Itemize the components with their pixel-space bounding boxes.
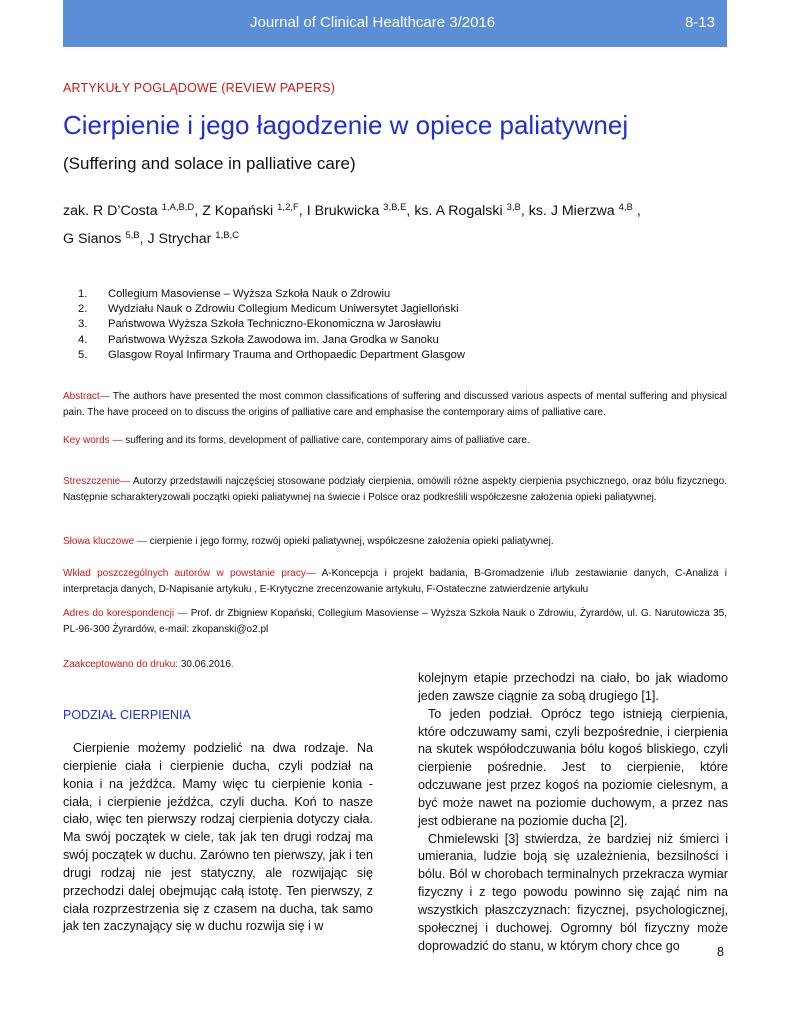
body-paragraph: Chmielewski [3] stwierdza, że bardziej niż śmierci i umierania, ludzie boją się uzależnienia, bezsilności i bólu. Ból w chorobach terminalnych przekracza wymiar fizyczny i z tego powodu powinno się zająć nim na wszystkich płaszczyznach: fizycznej, psychologicznej, społecznej i duchowej. Ogromny ból fizyczny może doprowadzić do stanu, w którym chory chce go [418,831,728,953]
author-list [63,197,727,253]
streszczenie-text: Autorzy przedstawili najczęściej stosowane podziały cierpienia, omówili różne aspekty cierpienia psychicznego, oraz bólu fizycznego. Następnie scharakteryzowali początki opieki paliatywnej na świecie i Polsce oraz podkreślili współczesne założenia opieki paliatywnej. [63,476,727,503]
author-line-1 [63,197,727,225]
author-line-2 [63,225,727,253]
author: ks. A Rogalski $^{3,B}$, [414,202,529,219]
correspondence-label: Adres do korespondencji — [63,608,188,619]
slowa-kluczowe-text: cierpienie i jego formy, rozwój opieki paliatywnej, współczesne założenia opieki paliatywnej. [146,536,554,547]
keywords-text: suffering and its forms, development of palliative care, contemporary aims of palliative care. [122,435,530,446]
keywords-label: Key words — [63,435,123,446]
author-contribution [63,566,727,598]
body-paragraph: To jeden podział. Oprócz tego istnieją cierpienia, które odczuwamy sami, czyli bezpośrednie, i cierpienia na skutek współodczuwania bólu kogoś bliskiego, czyli cierpienie pośrednie. Jest to cierpienie, które odczuwane jest przez kogoś na poziomie cielesnym, a być może nawet na poziomie duchowym, a przez nas jest odbierane na poziomie ducha [2]. [418,706,728,828]
accepted-dot: . [230,659,234,670]
affiliation-item: 3. Państwowa Wyższa Szkoła Techniczno-Ekonomiczna w Jarosławiu [78,318,441,331]
abstract-text: The authors have presented the most common classifications of suffering and discussed various aspects of mental suffering and physical pain. The have proceed on to discuss the origins of palliative care and emphasise the contemporary aims of palliative care. [63,391,727,418]
streszczenie [63,474,727,506]
page-range: 8-13 [684,14,715,31]
page-number: 8 [717,945,725,959]
affiliation-list [78,287,718,363]
accepted-date: 30.06.2016 [178,659,231,670]
affiliation-item: 2. Wydziału Nauk o Zdrowiu Collegium Medicum Uniwersytet Jagielloński [78,303,459,316]
streszczenie-label: Streszczenie— [63,476,131,487]
affiliation-item: 4. Państwowa Wyższa Szkoła Zawodowa im. Jana Grodka w Sanoku [78,333,439,346]
keywords [63,433,727,449]
author: zak. R D’Costa $^{1,A,B,D}$, [63,202,203,219]
abstract [63,389,727,421]
author: J Strychar $^{1,B,C}$ [147,230,240,247]
affiliation-item: 1. Collegium Masoviense – Wyższa Szkoła Nauk o Zdrowiu [78,288,391,300]
author: Z Kopański $^{1,2,F}$, [202,202,307,219]
author: G Sianos $^{5,B}$, [63,230,148,247]
article-category: ARTYKUŁY POGLĄDOWE (REVIEW PAPERS) [63,81,336,95]
author: ks. J Mierzwa $^{4,B}$ , [528,202,641,219]
correspondence-text: Prof. dr Zbigniew Kopański, Collegium Masoviense – Wyższa Szkoła Nauk o Zdrowiu, Żyrardów, ul. G. Narutowicza 35, PL-96-300 Żyrardów, e-mail: zkopanski@o2.pl [63,608,727,635]
article-subtitle: (Suffering and solace in palliative care) [63,154,356,173]
accepted-label: Zaakceptowano do druku: [63,659,179,670]
abstract-label: Abstract— [63,391,110,402]
author-contribution-label: Wkład poszczególnych autorów w powstanie pracy— [63,568,316,579]
body-paragraph: Cierpienie możemy podzielić na dwa rodzaje. Na cierpienie ciała i cierpienie ducha, czyli podział na konia i na jeźdźca. Mamy więc tu cierpienie konia - ciała, i cierpienie jeźdźca, czyli ducha. Koń to nasze ciało, więc ten pierwszy rodzaj cierpienia dotyczy ciała. Ma swój początek w ciele, tak jak ten drugi rodzaj ma swój początek w duchu. Zarówno ten pierwszy, jak i ten drugi rodzaj nie jest statyczny, ale rozwijając się przechodzi dalej obejmując całą istotę. Ten pierwszy, z ciała rozprzestrzenia się z czasem na ducha, tak samo jak ten zaczynający się w duchu rozwija się i w [63,741,373,934]
journal-title: Journal of Clinical Healthcare 3/2016 [250,14,496,31]
correspondence [63,606,727,638]
article-title: Cierpienie i jego łagodzenie w opiece paliatywnej [63,110,629,140]
affiliation-item: 5. Glasgow Royal Infirmary Trauma and Orthopaedic Department Glasgow [78,348,465,361]
author: I Brukwicka $^{3,B,E}$, [306,202,415,219]
body-paragraph: kolejnym etapie przechodzi na ciało, bo jak wiadomo jeden zawsze ciągnie za sobą drugiego [1]. [418,671,728,703]
body-column-left [63,740,373,936]
slowa-kluczowe [63,534,727,550]
section-heading: PODZIAŁ CIERPIENIA [63,708,191,722]
author-contribution-text: A-Koncepcja i projekt badania, B-Gromadzenie i/lub zestawianie danych, C-Analiza i interpretacja danych, D-Napisanie artykułu , E-Krytyczne zrecenzowanie artykułu, F-Ostateczne zatwierdzenie artykułu [63,568,728,595]
body-column-right [418,670,728,956]
slowa-kluczowe-label: Słowa kluczowe — [63,536,147,547]
journal-header-bar [63,0,727,47]
